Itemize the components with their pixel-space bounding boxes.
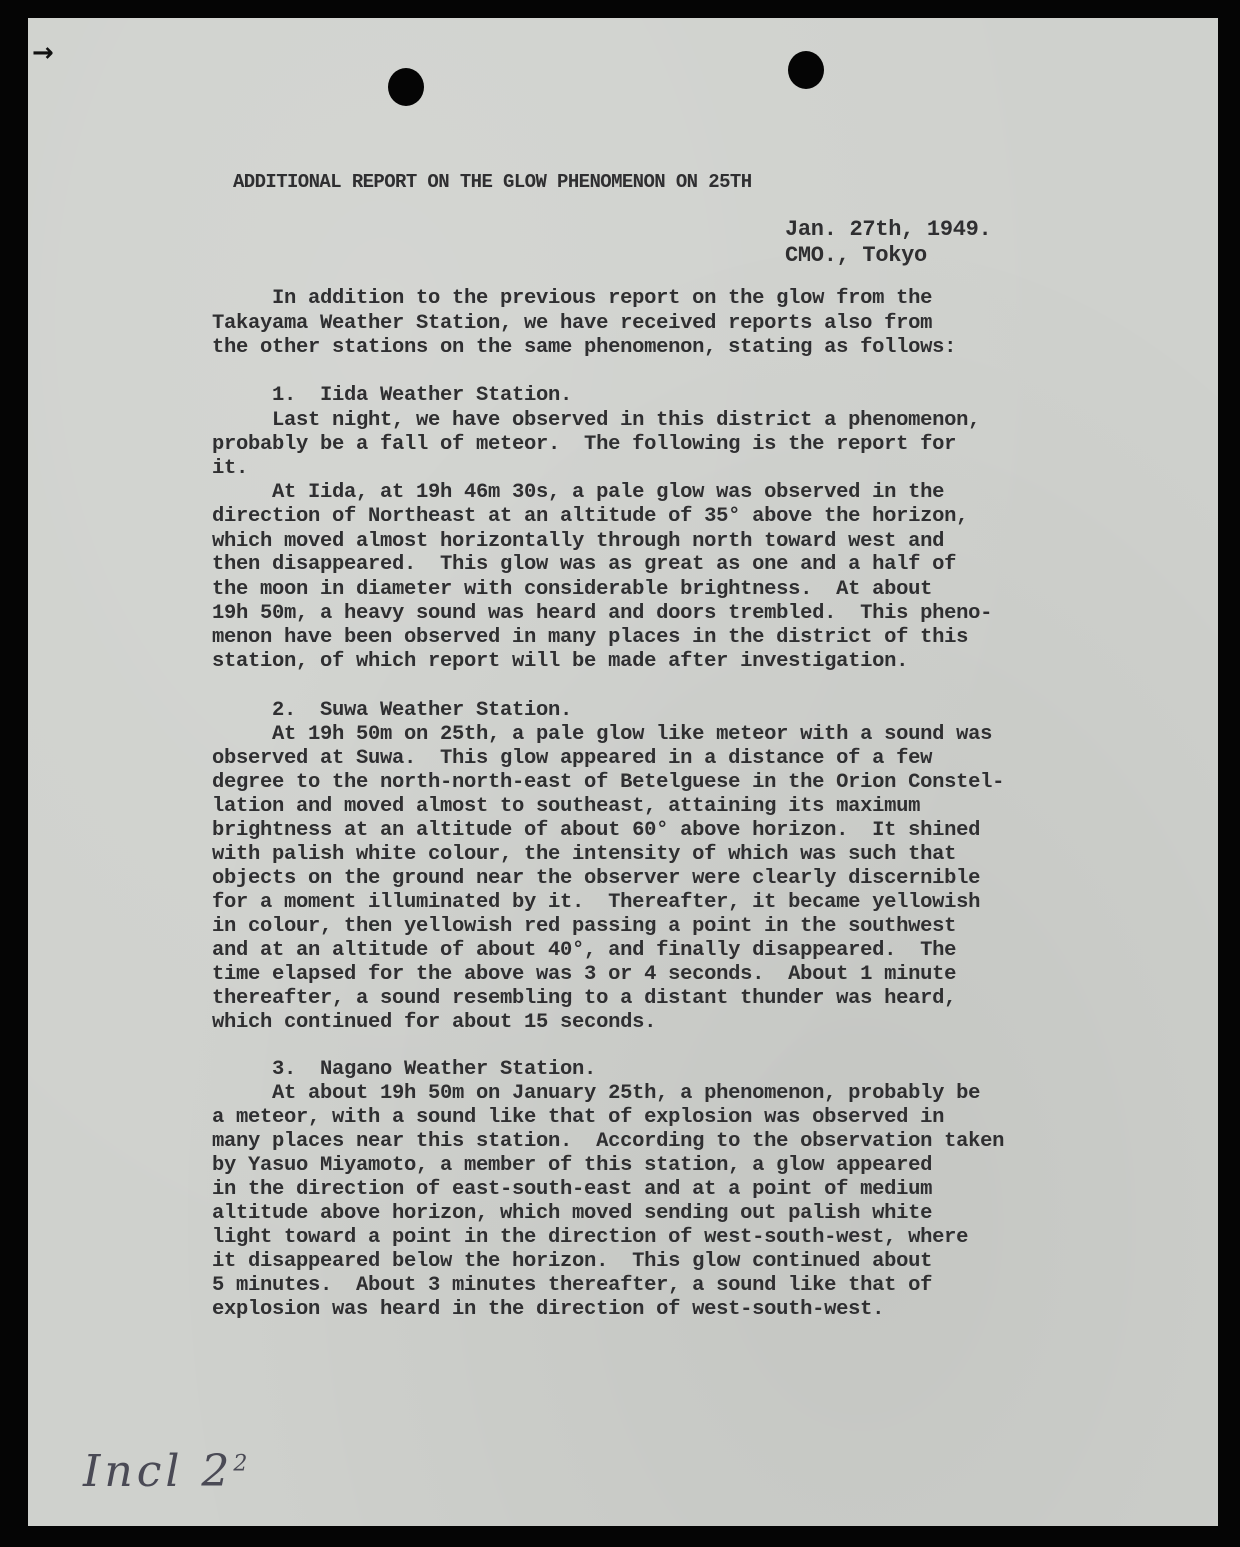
section-1-line: it. bbox=[212, 457, 249, 480]
section-1-line: 19h 50m, a heavy sound was heard and doors trembled. This pheno- bbox=[212, 602, 993, 625]
intro-line-3: the other stations on the same phenomenon, stating as follows: bbox=[212, 336, 957, 359]
section-2-line: At 19h 50m on 25th, a pale glow like meteor with a sound was bbox=[212, 723, 993, 746]
punch-hole-right bbox=[788, 51, 824, 89]
section-1-line: the moon in diameter with considerable brightness. At about bbox=[212, 578, 933, 601]
section-3-line: 5 minutes. About 3 minutes thereafter, a sound like that of bbox=[212, 1274, 933, 1297]
section-2-heading: 2. Suwa Weather Station. bbox=[212, 699, 573, 722]
document-page bbox=[28, 18, 1218, 1526]
section-2-line: time elapsed for the above was 3 or 4 seconds. About 1 minute bbox=[212, 963, 957, 986]
section-3-line: it disappeared below the horizon. This glow continued about bbox=[212, 1250, 933, 1273]
intro-line-2: Takayama Weather Station, we have received reports also from bbox=[212, 312, 933, 335]
section-2-line: thereafter, a sound resembling to a distant thunder was heard, bbox=[212, 987, 957, 1010]
section-2-line: observed at Suwa. This glow appeared in a distance of a few bbox=[212, 747, 933, 770]
section-2-line: with palish white colour, the intensity of which was such that bbox=[212, 843, 957, 866]
section-1-heading: 1. Iida Weather Station. bbox=[212, 384, 573, 407]
section-1-line: which moved almost horizontally through north toward west and bbox=[212, 530, 945, 553]
section-3-line: in the direction of east-south-east and at a point of medium bbox=[212, 1178, 933, 1201]
section-2-line: degree to the north-north-east of Betelguese in the Orion Constel- bbox=[212, 771, 1005, 794]
section-2-line: lation and moved almost to southeast, attaining its maximum bbox=[212, 795, 921, 818]
section-1-line: then disappeared. This glow was as great as one and a half of bbox=[212, 553, 957, 576]
document-office: CMO., Tokyo bbox=[785, 243, 927, 268]
corner-mark: → bbox=[32, 38, 54, 68]
document-title: ADDITIONAL REPORT ON THE GLOW PHENOMENON ON 25TH bbox=[233, 171, 752, 193]
section-3-line: At about 19h 50m on January 25th, a phenomenon, probably be bbox=[212, 1082, 981, 1105]
section-2-line: brightness at an altitude of about 60° above horizon. It shined bbox=[212, 819, 981, 842]
handwritten-text: Incl 2 bbox=[83, 1446, 234, 1497]
handwritten-superscript: 2 bbox=[233, 1451, 252, 1477]
section-2-line: for a moment illuminated by it. Thereafter, it became yellowish bbox=[212, 891, 981, 914]
section-1-line: direction of Northeast at an altitude of 35° above the horizon, bbox=[212, 505, 969, 528]
section-3-line: a meteor, with a sound like that of explosion was observed in bbox=[212, 1106, 945, 1129]
punch-hole-left bbox=[388, 68, 424, 106]
section-3-line: by Yasuo Miyamoto, a member of this station, a glow appeared bbox=[212, 1154, 933, 1177]
section-1-line: Last night, we have observed in this district a phenomenon, bbox=[212, 409, 981, 432]
section-1-line: At Iida, at 19h 46m 30s, a pale glow was observed in the bbox=[212, 481, 945, 504]
section-2-line: and at an altitude of about 40°, and finally disappeared. The bbox=[212, 939, 957, 962]
section-1-line: probably be a fall of meteor. The following is the report for bbox=[212, 433, 957, 456]
section-3-heading: 3. Nagano Weather Station. bbox=[212, 1058, 597, 1081]
section-2-line: in colour, then yellowish red passing a point in the southwest bbox=[212, 915, 957, 938]
section-3-line: many places near this station. According to the observation taken bbox=[212, 1130, 1005, 1153]
section-2-line: objects on the ground near the observer were clearly discernible bbox=[212, 867, 981, 890]
section-1-line: menon have been observed in many places in the district of this bbox=[212, 626, 969, 649]
document-date: Jan. 27th, 1949. bbox=[785, 217, 992, 242]
section-3-line: explosion was heard in the direction of west-south-west. bbox=[212, 1298, 885, 1321]
section-3-line: light toward a point in the direction of west-south-west, where bbox=[212, 1226, 969, 1249]
section-2-line: which continued for about 15 seconds. bbox=[212, 1011, 657, 1034]
section-3-line: altitude above horizon, which moved sending out palish white bbox=[212, 1202, 933, 1225]
intro-line-1: In addition to the previous report on the glow from the bbox=[212, 287, 933, 310]
section-1-line: station, of which report will be made after investigation. bbox=[212, 650, 909, 673]
handwritten-annotation bbox=[83, 1446, 251, 1497]
